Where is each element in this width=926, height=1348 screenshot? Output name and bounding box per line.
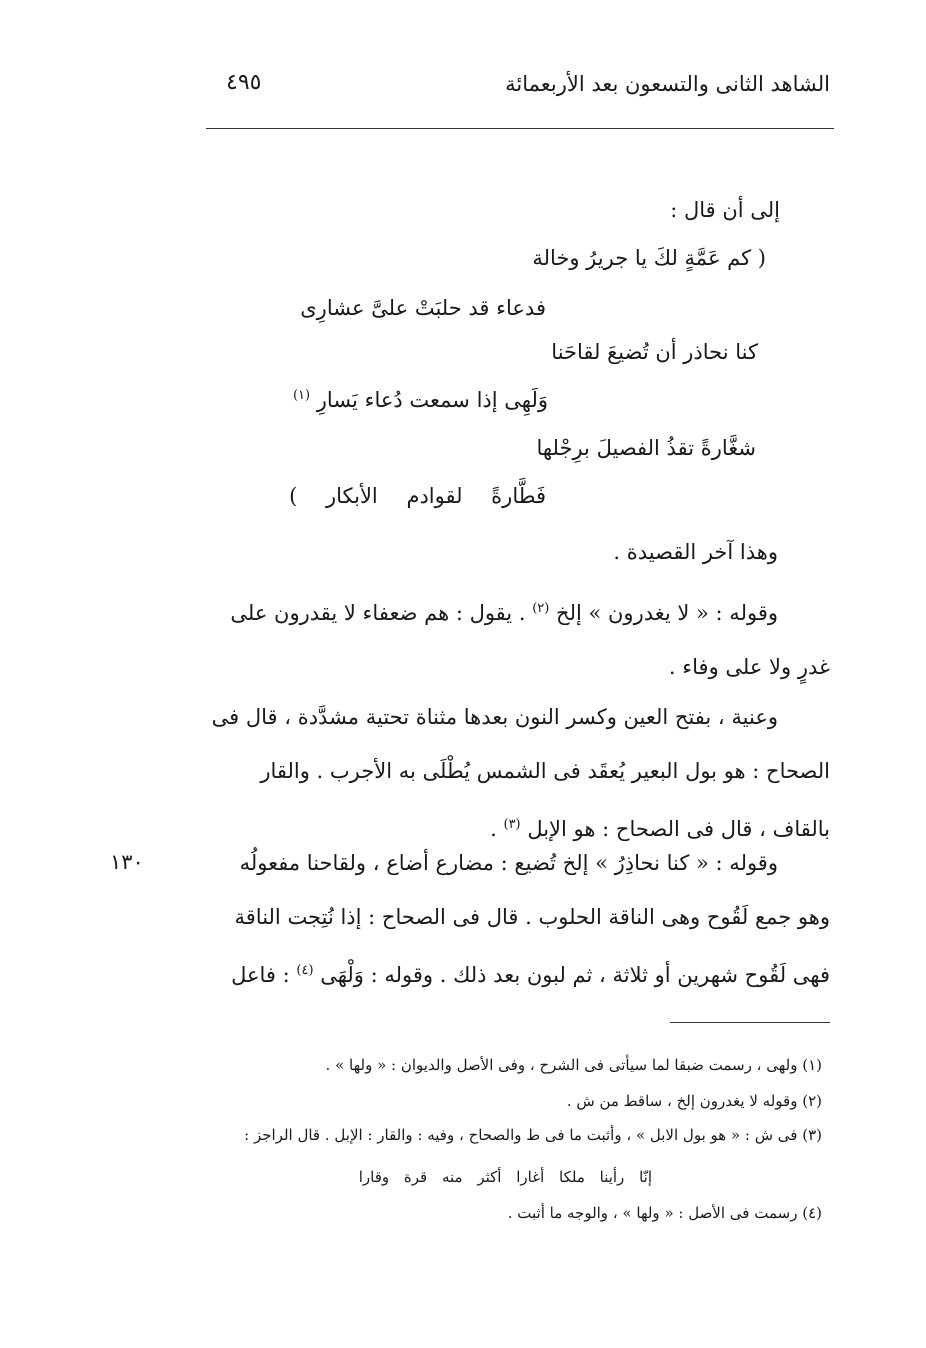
footnote-ref-4: (٤) [296,963,314,978]
p3-line-2: وهو جمع لَقُوح وهى الناقة الحلوب . قال فى الصحاح : إذا نُتِجت الناقة [234,905,830,929]
p2-line-2: الصحاح : هو بول البعير يُعقَد فى الشمس يُطْلَى به الأجرب . والقار [260,759,830,783]
p1-line-2: غدرٍ ولا على وفاء . [668,655,830,679]
p2-line-1: وعنية ، بفتح العين وكسر النون بعدها مثناة تحتية مشدَّدة ، قال فى [211,705,778,729]
p3-line-3 [190,944,830,1002]
footnote-3: (٣) فى ش : « هو بول الابل » ، وأثبت ما فى ط والصحاح ، وفيه : والقار : الإبل . قال الراجز : [244,1126,822,1144]
margin-line-number: ١٣٠ [110,850,144,874]
commentary-paragraph-1 [190,582,830,694]
running-header-title: الشاهد الثانى والتسعون بعد الأربعمائة [505,72,830,96]
p3-line-3-end: : فاعل [231,963,290,987]
footnote-2: (٢) وقوله لا يغدرون إلخ ، ساقط من ش . [566,1092,822,1110]
footnote-rule [670,1022,830,1023]
verse-line-6: فَطَّارةً لقوادم الأبكار ) [289,484,546,508]
verse-line-1: ( كم عَمَّةٍ لكَ يا جريرُ وخالة [532,246,766,270]
footnote-1: (١) ولهى ، رسمت ضبقا لما سيأتى فى الشرح ، وفى الأصل والديوان : « ولها » . [325,1056,822,1074]
p1-line-1 [190,582,830,640]
page-number: ٤٩٥ [226,70,262,95]
p3-line-3-text: فهى لَقُوح شهرين أو ثلاثة ، ثم لبون بعد ذلك . وقوله : وَلْهَى [320,963,830,987]
footnote-3-verse: إنّا رأينا ملكا أغارا أكثر منه قرة وقارا [358,1168,652,1186]
verse-intro: إلى أن قال : [670,198,780,222]
verse-line-4-text: وَلَهِى إذا سمعت دُعاء يَسارِ [316,388,548,412]
commentary-paragraph-3 [190,836,830,1002]
footnote-ref-2: (٢) [532,601,550,616]
verse-line-4 [293,388,548,412]
p2-line-3-end: . [490,817,497,841]
header-rule [206,128,834,129]
verse-line-3: كنا نحاذر أن تُضيعَ لقاحَنا [551,340,758,364]
p2-line-3-text: بالقاف ، قال فى الصحاح : هو الإبل [527,817,830,841]
footnote-4: (٤) رسمت فى الأصل : « ولها » ، والوجه ما أثبت . [507,1204,822,1222]
poem-end-note: وهذا آخر القصيدة . [613,540,778,564]
verse-line-5: شغَّارةً تقذُ الفصيلَ برِجْلها [536,436,756,460]
commentary-paragraph-2 [190,690,830,856]
p3-line-1: وقوله : « كنا نحاذِرُ » إلخ تُضيع : مضارع أضاع ، ولقاحنا مفعولُه [239,851,778,875]
footnote-ref-3: (٣) [503,817,521,832]
p1-line-1-text: وقوله : « لا يغدرون » إلخ [556,601,778,625]
p1-line-1-cont: . يقول : هم ضعفاء لا يقدرون على [230,601,526,625]
footnote-ref-1: (١) [292,388,311,403]
verse-line-2: فدعاء قد حلبَتْ علىَّ عشارِى [300,296,546,320]
